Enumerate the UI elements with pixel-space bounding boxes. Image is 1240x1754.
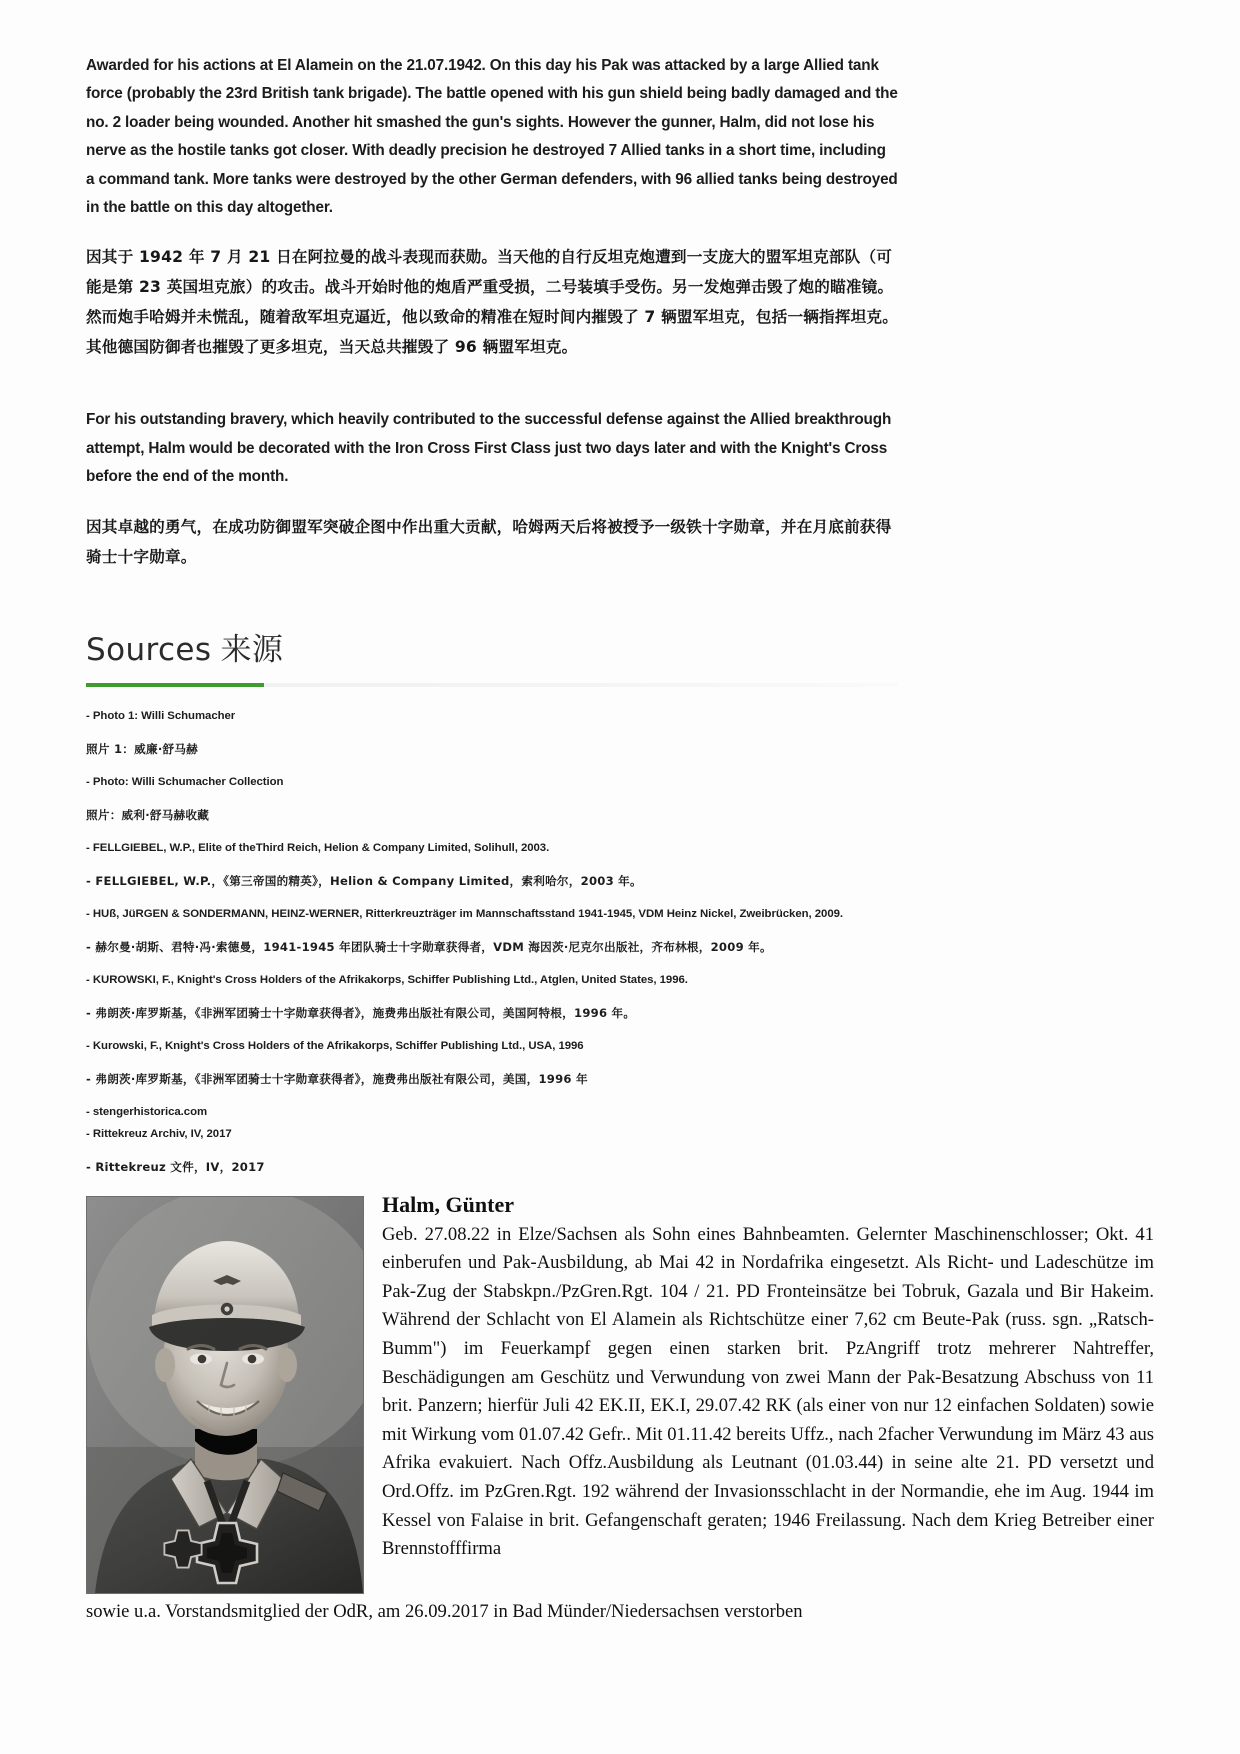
source-item: 照片 1：威廉·舒马赫 bbox=[86, 741, 199, 756]
sources-heading bbox=[86, 630, 1154, 670]
narrative-paragraph-1-chinese: 因其于 1942 年 7 月 21 日在阿拉曼的战斗表现而获勋。当天他的自行反坦克炮遭到一支庞大的盟军坦克部队（可能是第 23 英国坦克旅）的攻击。战斗开始时他的炮盾严重受损，二号装填手受伤。另一发炮弹击毁了炮的瞄准镜。然而炮手哈姆并未慌乱，随着敌军坦克逼近，他以致命的精准在短时间内摧毁了 7 辆盟军坦克，包括一辆指挥坦克。其他德国防御者也摧毁了更多坦克，当天总共摧毁了 96 辆盟军坦克。 bbox=[86, 248, 898, 357]
sources-list bbox=[86, 708, 1096, 1175]
sources-heading-rule-accent bbox=[86, 683, 264, 687]
narrative-paragraph-2-english: For his outstanding bravery, which heavily contributed to the successful defense against the Allied breakthrough attempt, Halm would be decorated with the Iron Cross First Class just two days later and with the Knight's Cross before the end of the month. bbox=[86, 411, 892, 486]
source-item: 照片：威利·舒马赫收藏 bbox=[86, 807, 210, 822]
source-item: - FELLGIEBEL, W.P., Elite of theThird Reich, Helion & Company Limited, Solihull, 2003. bbox=[86, 841, 550, 854]
sources-heading-rule bbox=[86, 683, 898, 687]
biography-section bbox=[86, 1192, 1154, 1627]
source-item: - Photo: Willi Schumacher Collection bbox=[86, 775, 284, 788]
portrait-photo bbox=[86, 1196, 364, 1594]
spacer bbox=[86, 362, 1154, 406]
source-item: - Photo 1: Willi Schumacher bbox=[86, 709, 236, 722]
sources-heading-chinese: 来源 bbox=[220, 631, 284, 668]
narrative-paragraph-1-english: Awarded for his actions at El Alamein on the 21.07.1942. On this day his Pak was attacked by a large Allied tank force (probably the 23rd British tank brigade). The battle opened with his gun shield being badly damaged and the no. 2 loader being wounded. Another hit smashed the gun's sights. However the gunner, Halm, did not lose his nerve as the hostile tanks got closer. With deadly precision he destroyed 7 Allied tanks in a short time, including a command tank. More tanks were destroyed by the other German defenders, with 96 allied tanks being destroyed in the battle on this day altogether. bbox=[86, 57, 898, 217]
source-item: - 赫尔曼·胡斯、君特·冯·索德曼，1941-1945 年团队骑士十字勋章获得者，VDM 海因茨·尼克尔出版社，齐布林根，2009 年。 bbox=[86, 939, 772, 954]
source-item: - FELLGIEBEL, W.P.，《第三帝国的精英》，Helion & Company Limited，索利哈尔，2003 年。 bbox=[86, 873, 642, 888]
source-item: - Kurowski, F., Knight's Cross Holders of the Afrikakorps, Schiffer Publishing Ltd., USA, 1996 bbox=[86, 1039, 584, 1052]
portrait-photo-image bbox=[87, 1197, 363, 1593]
spacer bbox=[86, 498, 1154, 512]
sources-heading-english: Sources bbox=[86, 631, 212, 668]
source-item: - KUROWSKI, F., Knight's Cross Holders of the Afrikakorps, Schiffer Publishing Ltd., Atglen, United States, 1996. bbox=[86, 973, 688, 986]
biography-body: Geb. 27.08.22 in Elze/Sachsen als Sohn eines Bahnbeamten. Gelernter Maschinenschlosser; Okt. 41 einberufen und Pak-Ausbildung, ab Mai 42 in Nordafrika eingesetzt. Als Richt- und Ladeschütze im Pak-Zug der Stabskpn./PzGren.Rgt. 104 / 21. PD Fronteinsätze bei Tobruk, Gazala und Bir Hakeim. Während der Schlacht von El Alamein als Richtschütze einer 7,62 cm Beute-Pak (russ. sgn. „Ratsch-Bumm") im Feuerkampf gegen einen starken brit. PzAngriff trotz mehrerer Nahtreffer, Beschädigungen am Geschütz und Verwundung von zwei Mann der Pak-Besatzung Abschuss von 11 brit. Panzern; hierfür Juli 42 EK.II, EK.I, 29.07.42 RK (als einer von nur 12 einfachen Soldaten) sowie mit Wirkung vom 01.07.42 Gefr.. Mit 01.11.42 bereits Uffz., nach 2facher Verwundung im März 43 aus Afrika evakuiert. Nach Offz.Ausbildung als Leutnant (01.03.44) in seine alte 21. PD versetzt und Ord.Offz. im PzGren.Rgt. 192 während der Invasionsschlacht in der Normandie, ehe im Aug. 1944 im Kessel von Falaise in brit. Gefangenschaft geraten; 1946 Freilassung. Nach dem Krieg Betreiber einer Brennstofffirma bbox=[382, 1223, 1154, 1560]
source-item: - Rittekreuz Archiv, IV, 2017 bbox=[86, 1127, 232, 1140]
source-item: - 弗朗茨·库罗斯基，《非洲军团骑士十字勋章获得者》，施费弗出版社有限公司，美国阿特根，1996 年。 bbox=[86, 1005, 636, 1020]
source-item: - Rittekreuz 文件，IV，2017 bbox=[86, 1159, 265, 1174]
spacer bbox=[86, 228, 1154, 242]
source-item: - HUß, JüRGEN & SONDERMANN, HEINZ-WERNER, Ritterkreuzträger im Mannschaftsstand 1941-1945, VDM Heinz Nickel, Zweibrücken, 2009. bbox=[86, 907, 844, 920]
biography-body-tail: sowie u.a. Vorstandsmitglied der OdR, am 26.09.2017 in Bad Münder/Niedersachsen verstorben bbox=[86, 1600, 803, 1622]
sources-section bbox=[86, 630, 1154, 1175]
page-content bbox=[86, 52, 1154, 1626]
spacer bbox=[86, 572, 1154, 630]
narrative-paragraph-2-chinese: 因其卓越的勇气，在成功防御盟军突破企图中作出重大贡献，哈姆两天后将被授予一级铁十字勋章，并在月底前获得骑士十字勋章。 bbox=[86, 517, 892, 566]
source-item: - 弗朗茨·库罗斯基，《非洲军团骑士十字勋章获得者》，施费弗出版社有限公司，美国，1996 年 bbox=[86, 1071, 588, 1086]
biography-name: Halm, Günter bbox=[382, 1191, 514, 1217]
source-item: - stengerhistorica.com bbox=[86, 1105, 208, 1118]
narrative-section bbox=[86, 52, 1154, 572]
